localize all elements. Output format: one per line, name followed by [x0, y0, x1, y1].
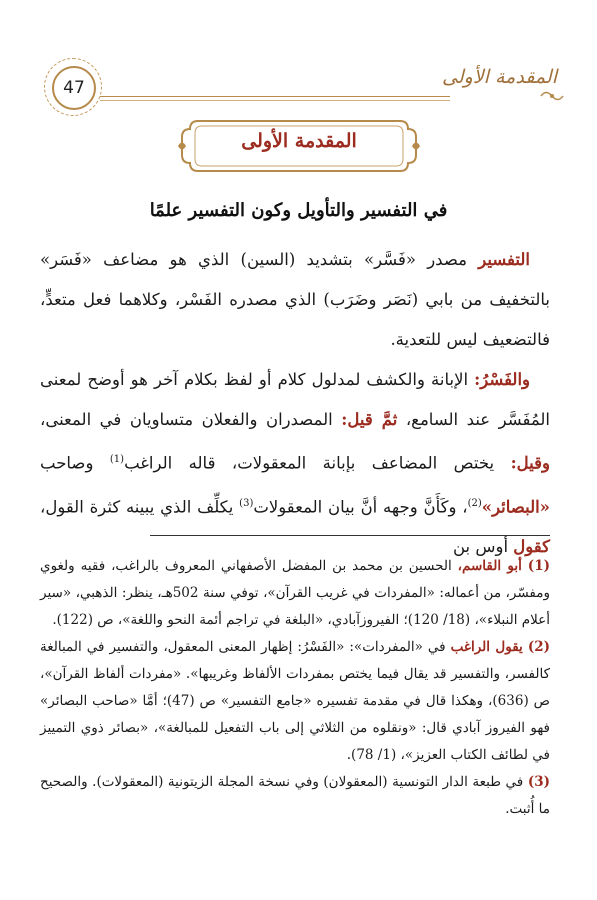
paragraph-text: المصدران والفعلان متساويان في المعنى،: [40, 410, 342, 429]
footnote-divider: [150, 535, 550, 536]
paragraph-text: أوس بن: [452, 537, 514, 556]
footnote-text: في طبعة الدار التونسية (المعقولان) وفي نسخة المجلة الزيتونية (المعقولات). والصحيح ما أُثبت.: [40, 774, 550, 817]
paragraph-text: يكلِّف الذي يبينه كثرة القول،: [40, 497, 240, 516]
highlight-text: «البصائر»: [481, 497, 550, 516]
highlight-text: كقول: [513, 537, 550, 556]
paragraph-text: ، وكَأَنَّ وجهه أنَّ بيان المعقولات: [253, 497, 468, 516]
header-rule-thin: [100, 100, 450, 101]
subtitle: في التفسير والتأويل وكون التفسير علمًا: [149, 200, 448, 221]
highlight-text: وقيل:: [510, 453, 551, 473]
footnotes: [40, 553, 550, 823]
term-tafsir: التفسير: [478, 250, 530, 269]
footnote-3: [40, 769, 550, 823]
footnote-number: (2): [527, 639, 551, 655]
footnote-highlight: يقول الراغب: [450, 639, 523, 655]
flourish-icon: [539, 88, 565, 104]
footnote-ref-2[interactable]: (2): [467, 497, 482, 509]
paragraph-1: [40, 240, 550, 360]
footnote-2: [40, 634, 550, 769]
footnote-highlight: أبو القاسم،: [457, 558, 522, 574]
paragraph-text: وصاحب: [40, 453, 110, 473]
page-number: 47: [52, 66, 96, 110]
footnote-1: [40, 553, 550, 634]
highlight-text: ثمَّ قيل:: [341, 410, 398, 429]
footnote-ref-1[interactable]: (1): [109, 454, 125, 465]
footnote-number: (3): [527, 774, 550, 790]
section-title: المقدمة الأولى: [241, 130, 357, 152]
paragraph-text: مصدر «فَسَّر» بتشديد (السين) الذي هو مضاعف «فَسَر» بالتخفيف من بابي (نَصَر وضَرَب) الذي مصدره الفَسْر، وكلاهما فعل متعدٍّ، فالتضعيف ليس للتعدية.: [40, 250, 550, 349]
footnote-text: في «المفردات»: «الفَسْرُ: إظهار المعنى المعقول، والتفسير في المبالغة كالفسر، والتفسير قد يقال فيما يختص بمفردات الألفاظ وغريبها». «مفردات ألفاظ القرآن»، ص (636)، وهكذا قال في مقدمة تفسيره «جامع التفسير» ص (47)؛ أمَّا «صاحب البصائر» فهو الفيروز آبادي قال: «ونقلوه من الثلاثي إلى باب التفعيل للمبالغة»، «بصائر ذوي التمييز في لطائف الكتاب العزيز»، (1/ 78).: [40, 639, 550, 763]
header-rule: [100, 96, 450, 97]
paragraph-text: يختص المضاعف بإبانة المعقولات، قاله الراغب: [124, 453, 511, 473]
footnote-text: الحسين بن محمد بن المفضل الأصفهاني المعروف بالراغب، فقيه ولغوي ومفسّر، من أعماله: «المفردات في غريب القرآن»، توفي سنة 502هـ، ينظر: الذهبي، «سير أعلام النبلاء»، (18/ 120)؛ الفيروزآبادي، «البلغة في تراجم أئمة النحو واللغة»، ص (122).: [40, 558, 550, 628]
main-text: [40, 240, 550, 567]
paragraph-text: الإبانة والكشف لمدلول كلام أو لفظ بكلام آخر هو أوضح لمعنى المُفَسَّر عند السامع،: [40, 370, 550, 429]
footnote-ref-3[interactable]: (3): [239, 497, 254, 509]
page-header: [0, 0, 597, 110]
running-title: المقدمة الأولى: [442, 66, 557, 88]
term-fasr: والفَسْرُ:: [474, 370, 530, 389]
footnote-number: (1): [527, 558, 550, 574]
